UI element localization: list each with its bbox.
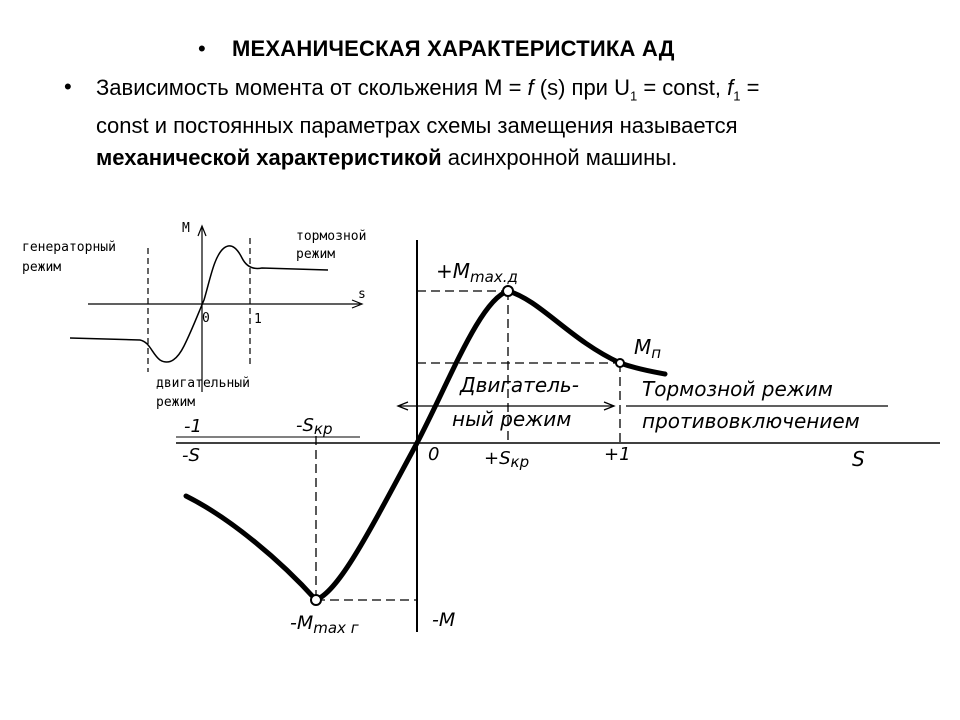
large-point-mmax-d — [503, 286, 513, 296]
large-plus-one-label: +1 — [604, 444, 631, 465]
body-line-1-f2: f — [727, 75, 734, 100]
body-line-3-rest: асинхронной машины. — [441, 145, 678, 170]
body-line-1-a: Зависимость момента от скольжения М = — [96, 75, 528, 100]
large-mp-sub: п — [651, 344, 662, 362]
large-minus-skr-sub: кр — [313, 420, 333, 438]
large-motor-mode-label-1: Двигатель- — [460, 373, 579, 397]
large-minus-one-label: -1 — [184, 416, 202, 437]
large-plus-skr-label — [484, 448, 529, 471]
large-plus-m-label — [436, 259, 518, 286]
small-motor-label-1: двигательный — [156, 376, 250, 391]
large-plus-skr-main: +S — [484, 448, 511, 469]
large-zero-label: 0 — [428, 444, 440, 465]
large-motor-mode-label-2: ный режим — [452, 407, 572, 431]
large-characteristic-curve — [186, 291, 665, 600]
large-brake-mode-label-2: противовключением — [642, 409, 860, 433]
large-diagram — [176, 240, 940, 632]
large-minus-mmax-label — [290, 612, 359, 637]
large-minus-mmax-main: -M — [290, 612, 314, 634]
slide-title: МЕХАНИЧЕСКАЯ ХАРАКТЕРИСТИКА АД — [232, 36, 675, 61]
large-point-mmax-g — [311, 595, 321, 605]
body-line-1-d: = — [740, 75, 760, 100]
large-minus-mmax-sub: max г — [313, 619, 359, 637]
title-bullet: • — [198, 36, 206, 61]
body-line-1-c: = const, — [637, 75, 728, 100]
large-point-mp — [616, 359, 624, 367]
body-bullet: • — [64, 74, 72, 99]
small-one-label: 1 — [254, 312, 262, 327]
small-brake-label-1: тормозной — [296, 229, 367, 244]
large-diagram-labels — [182, 259, 865, 637]
large-brake-mode-label-1: Тормозной режим — [642, 377, 833, 401]
small-diagram-labels — [22, 221, 366, 410]
large-plus-skr-sub: кр — [510, 453, 530, 471]
body-line-2: const и постоянных параметрах схемы замещения называется — [96, 113, 738, 138]
body-line-1-sub1: 1 — [629, 88, 638, 104]
large-mp-main: M — [634, 335, 652, 359]
body-line-3-bold: механической характеристикой — [96, 145, 442, 170]
small-s-label: s — [358, 287, 366, 302]
small-brake-label-2: режим — [296, 247, 336, 262]
body-line-1-f: f — [527, 75, 534, 100]
small-motor-label-2: режим — [156, 395, 196, 410]
large-minus-m-label: -M — [432, 609, 456, 631]
small-zero-label: 0 — [202, 311, 210, 326]
body-line-1-b: (s) при U — [533, 75, 630, 100]
large-minus-skr-label — [296, 415, 333, 438]
large-plus-m-sub: max.д — [470, 268, 518, 286]
small-generator-label-2: режим — [22, 260, 62, 275]
body-line-1-sub2: 1 — [733, 88, 741, 104]
large-mp-label — [634, 335, 661, 362]
small-m-label: M — [182, 221, 190, 236]
large-minus-skr-main: -S — [296, 415, 314, 436]
large-s-axis-label: S — [852, 447, 865, 471]
small-generator-label-1: генераторный — [22, 240, 116, 255]
large-minus-s-label: -S — [182, 445, 200, 466]
large-plus-m-main: +M — [436, 259, 471, 283]
